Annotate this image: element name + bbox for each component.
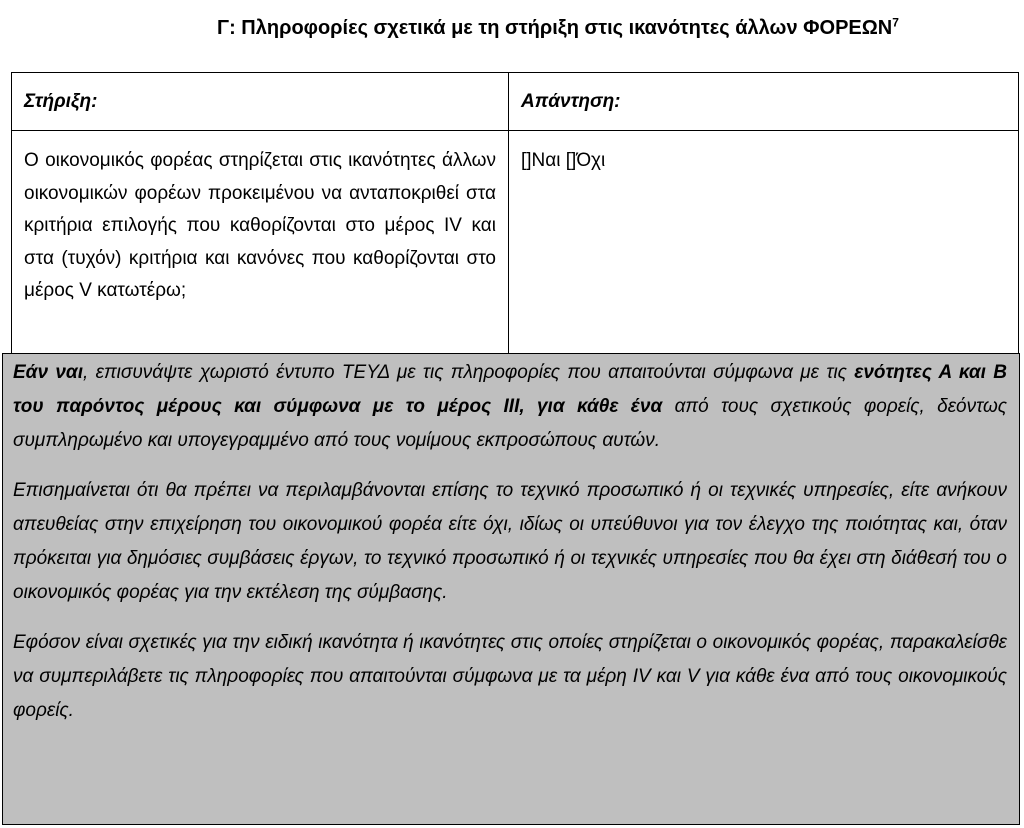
- p1-text-b: από τους σχετικούς φορείς, δεόντως συμπληρωμένο και υπογεγραμμένο από τους νομίμους εκπροσώπους αυτών.: [13, 396, 1007, 451]
- p1-text-a: , επισυνάψτε χωριστό έντυπο ΤΕΥΔ με τις πληροφορίες που απαιτούνται σύμφωνα με τις: [82, 362, 855, 383]
- instruction-paragraph-1: [13, 356, 1007, 458]
- if-yes-label: Εάν ναι: [13, 362, 83, 383]
- footnote-marker: 7: [892, 15, 899, 30]
- table-question-row: [12, 131, 1018, 355]
- answer-yes-no[interactable]: []Ναι []Όχι: [521, 150, 606, 171]
- p1-bold-sections: ενότητες Α και Β του παρόντος μέρους και σύμφωνα με το μέρος ΙΙΙ, για κάθε ένα: [13, 362, 1007, 417]
- section-title-text: Γ: Πληροφορίες σχετικά με τη στήριξη στις ικανότητες άλλων ΦΟΡΕΩΝ: [217, 17, 893, 39]
- table-header-row: [12, 73, 1018, 131]
- support-table: [11, 72, 1019, 356]
- instruction-paragraph-3: Εφόσον είναι σχετικές για την ειδική ικανότητα ή ικανότητες στις οποίες στηρίζεται ο οικονομικός φορέας, παρακαλείσθε να συμπεριλάβετε τις πληροφορίες που απαιτούνται σύμφωνα με τα μέρη IV και V για κάθε ένα από τους οικονομικούς φορείς.: [13, 632, 1007, 721]
- question-text: Ο οικονομικός φορέας στηρίζεται στις ικανότητες άλλων οικονομικών φορέων προκειμένου να ανταποκριθεί στα κριτήρια επιλογής που καθορίζονται στο μέρος IV και στα (τυχόν) κριτήρια και κανόνες που καθορίζονται στο μέρος V κατωτέρω;: [12, 131, 509, 355]
- section-title: [0, 14, 1024, 42]
- header-support: Στήριξη:: [12, 73, 509, 130]
- instruction-paragraph-2: Επισημαίνεται ότι θα πρέπει να περιλαμβάνονται επίσης το τεχνικό προσωπικό ή οι τεχνικές υπηρεσίες, είτε ανήκουν απευθείας στην επιχείρηση του οικονομικού φορέα είτε όχι, ιδίως οι υπεύθυνοι για τον έλεγχο της ποιότητας και, όταν πρόκειται για δημόσιες συμβάσεις έργων, το τεχνικό προσωπικό ή οι τεχνικές υπηρεσίες που θα έχει στη διάθεσή του ο οικονομικός φορέας για την εκτέλεση της σύμβασης.: [13, 480, 1007, 603]
- header-answer: Απάντηση:: [521, 90, 621, 112]
- instructions-box: [2, 353, 1020, 825]
